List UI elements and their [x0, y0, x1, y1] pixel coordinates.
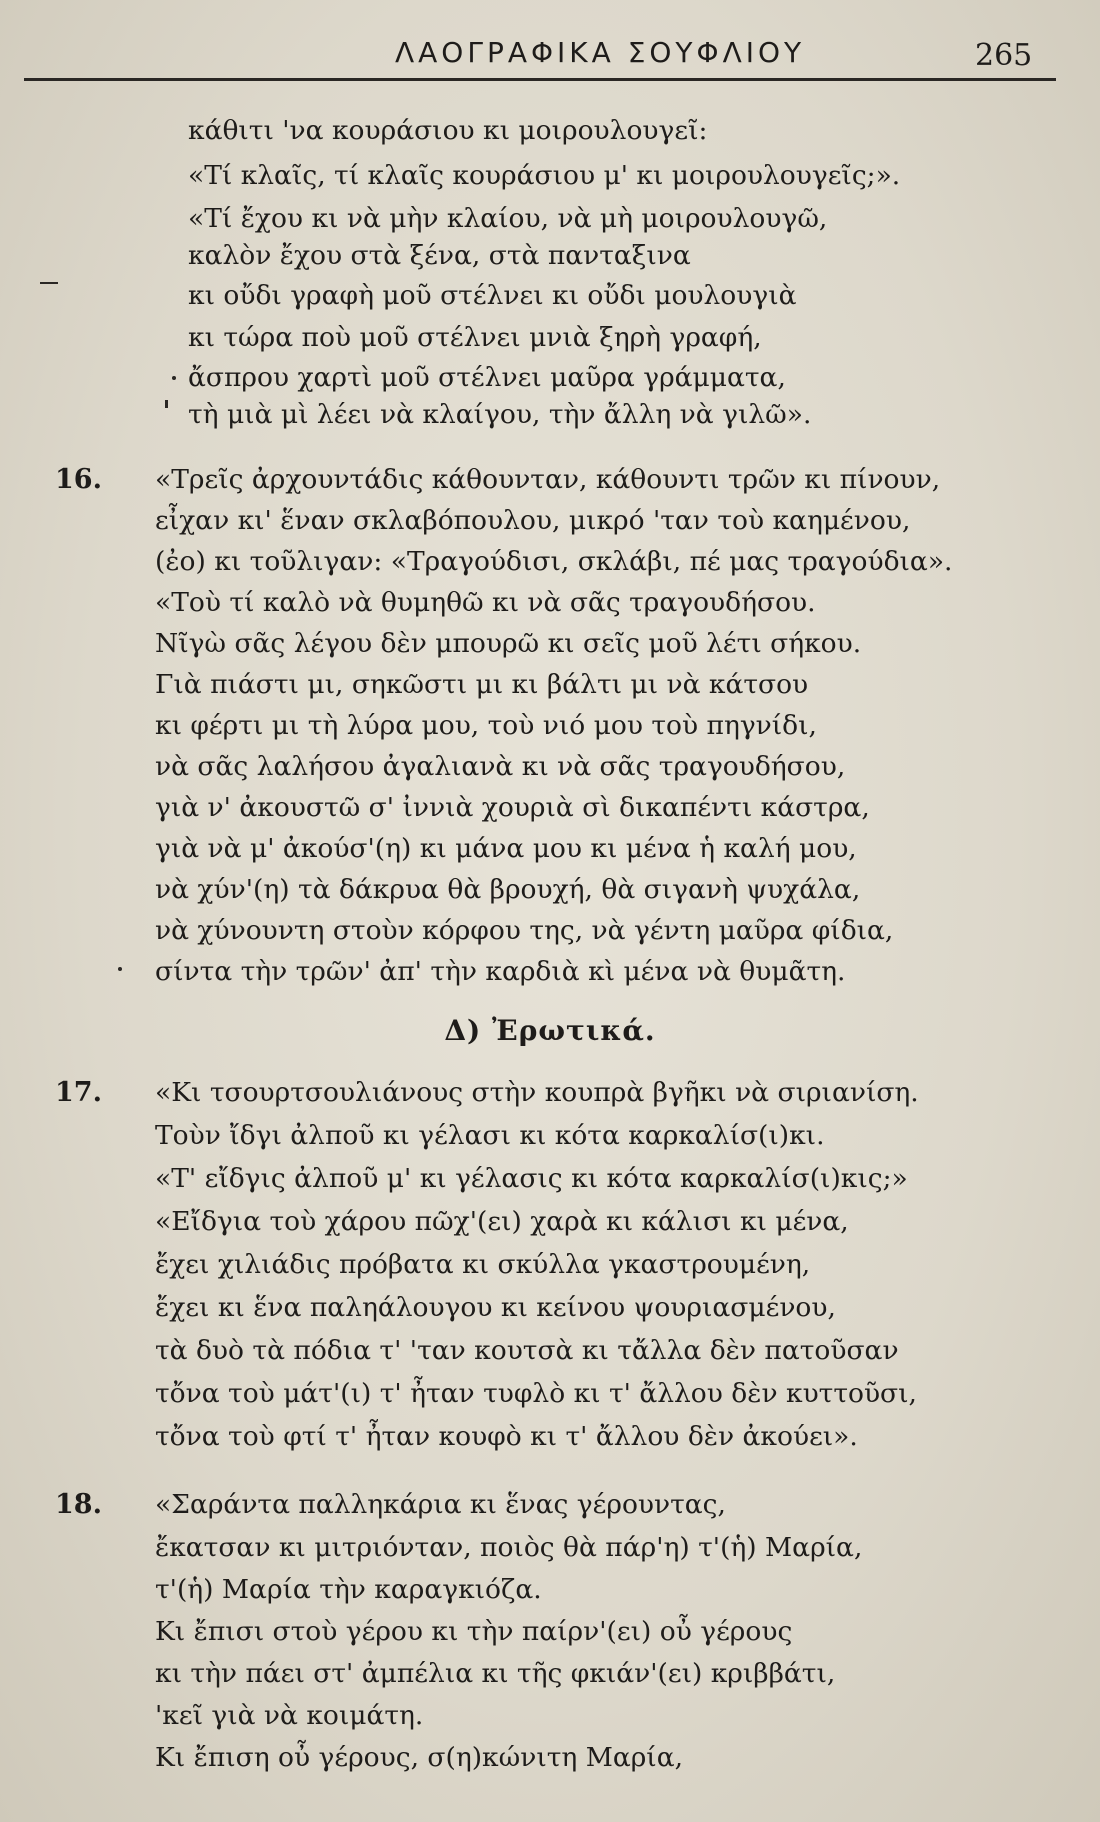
text-line: Κι ἔπιση οὖ γέρους, σ(η)κώνιτη Μαρία,: [155, 1742, 684, 1773]
text-line: «Τί κλαῖς, τί κλαῖς κουράσιου μ' κι μοιρουλουγεῖς;».: [188, 160, 901, 191]
text-line: γιὰ ν' ἀκουστῶ σ' ἰννιὰ χουριὰ σὶ δικαπέντι κάστρα,: [155, 792, 870, 823]
text-line: «Εἴδγια τοὺ χάρου πῶχ'(ει) χαρὰ κι κάλισι κι μένα,: [155, 1206, 849, 1237]
text-line: ἔχει κι ἕνα παληάλουγου κι κείνου ψουριασμένου,: [155, 1292, 836, 1323]
text-line: «Κι τσουρτσουλιάνους στὴν κουπρὰ βγῆκι νὰ σιριανίση.: [155, 1077, 919, 1108]
running-head: [0, 30, 1100, 82]
text-line: ἔχει χιλιάδις πρόβατα κι σκύλλα γκαστρουμένη,: [155, 1249, 811, 1280]
text-line: «Τρεῖς ἀρχουντάδις κάθουνταν, κάθουντι τρῶν κι πίνουν,: [155, 464, 941, 495]
header-rule: [24, 78, 1056, 81]
text-line: κάθιτι 'να κουράσιου κι μοιρουλουγεῖ:: [188, 115, 708, 146]
margin-tick: [40, 282, 58, 284]
song-number: 18.: [55, 1489, 102, 1520]
text-line: «Τί ἔχου κι νὰ μὴν κλαίου, νὰ μὴ μοιρουλουγῶ,: [188, 203, 828, 234]
margin-tick: [165, 400, 168, 408]
text-line: ἔκατσαν κι μιτριόνταν, ποιὸς θὰ πάρ'η) τ'(ἡ) Μαρία,: [155, 1532, 863, 1563]
margin-dot: [172, 376, 176, 380]
text-line: τὄνα τοὺ μάτ'(ι) τ' ἦταν τυφλὸ κι τ' ἄλλου δὲν κυττοῦσι,: [155, 1378, 917, 1409]
text-line: Νῖγὼ σᾶς λέγου δὲν μπουρῶ κι σεῖς μοῦ λέτι σήκου.: [155, 628, 862, 659]
text-line: νὰ σᾶς λαλήσου ἀγαλιανὰ κι νὰ σᾶς τραγουδήσου,: [155, 751, 846, 782]
text-line: Γιὰ πιάστι μι, σηκῶστι μι κι βάλτι μι νὰ κάτσου: [155, 669, 809, 700]
text-line: καλὸν ἔχου στὰ ξένα, στὰ πανταξινα: [188, 240, 691, 271]
text-line: τὴ μιὰ μὶ λέει νὰ κλαίγου, τὴν ἄλλη νὰ γιλῶ».: [188, 399, 812, 430]
text-line: κι οὔδι γραφὴ μοῦ στέλνει κι οὔδι μουλουγιὰ: [188, 280, 797, 311]
text-line: 'κεῖ γιὰ νὰ κοιμάτη.: [155, 1700, 424, 1731]
margin-dot: [118, 967, 122, 971]
song-number: 16.: [55, 464, 102, 495]
text-line: τὄνα τοὺ φτί τ' ἦταν κουφὸ κι τ' ἄλλου δὲν ἀκούει».: [155, 1421, 858, 1452]
text-line: σίντα τὴν τρῶν' ἀπ' τὴν καρδιὰ κὶ μένα νὰ θυμᾶτη.: [155, 956, 846, 987]
text-line: «Τ' εἴδγις ἀλποῦ μ' κι γέλασις κι κότα καρκαλίσ(ι)κις;»: [155, 1163, 908, 1194]
section-heading: Δ) Ἐρωτικά.: [444, 1014, 656, 1047]
text-line: (ἐο) κι τοῦλιγαν: «Τραγούδισι, σκλάβι, πέ μας τραγούδια».: [155, 546, 953, 577]
text-line: κι τώρα ποὺ μοῦ στέλνει μνιὰ ξηρὴ γραφή,: [188, 322, 762, 353]
text-line: εἶχαν κι' ἕναν σκλαβόπουλου, μικρό 'ταν τοὺ καημένου,: [155, 505, 911, 536]
page-number: 265: [975, 38, 1033, 73]
text-line: νὰ χύν'(η) τὰ δάκρυα θὰ βρουχή, θὰ σιγανὴ ψυχάλα,: [155, 874, 861, 905]
text-line: ἄσπρου χαρτὶ μοῦ στέλνει μαῦρα γράμματα,: [188, 362, 786, 393]
text-line: κι φέρτι μι τὴ λύρα μου, τοὺ νιό μου τοὺ πηγνίδι,: [155, 710, 817, 741]
text-line: τὰ δυὸ τὰ πόδια τ' 'ταν κουτσὰ κι τἄλλα δὲν πατοῦσαν: [155, 1335, 899, 1366]
text-line: «Τοὺ τί καλὸ νὰ θυμηθῶ κι νὰ σᾶς τραγουδήσου.: [155, 587, 816, 618]
text-line: κι τὴν πάει στ' ἀμπέλια κι τῆς φκιάν'(ει) κριββάτι,: [155, 1658, 836, 1689]
text-line: Τοὺν ἴδγι ἀλποῦ κι γέλασι κι κότα καρκαλίσ(ι)κι.: [155, 1120, 825, 1151]
text-line: νὰ χύνουντη στοὺν κόρφου της, νὰ γέντη μαῦρα φίδια,: [155, 915, 894, 946]
text-line: «Σαράντα παλληκάρια κι ἕνας γέρουντας,: [155, 1489, 726, 1520]
text-line: Κι ἔπισι στοὺ γέρου κι τὴν παίρν'(ει) οὖ γέρους: [155, 1616, 793, 1647]
song-number: 17.: [55, 1077, 102, 1108]
text-line: γιὰ νὰ μ' ἀκούσ'(η) κι μάνα μου κι μένα ἡ καλή μου,: [155, 833, 857, 864]
text-line: τ'(ἡ) Μαρία τὴν καραγκιόζα.: [155, 1574, 542, 1605]
running-head-title: ΛΑΟΓΡΑΦΙΚΑ ΣΟΥΦΛΙΟΥ: [395, 36, 806, 69]
